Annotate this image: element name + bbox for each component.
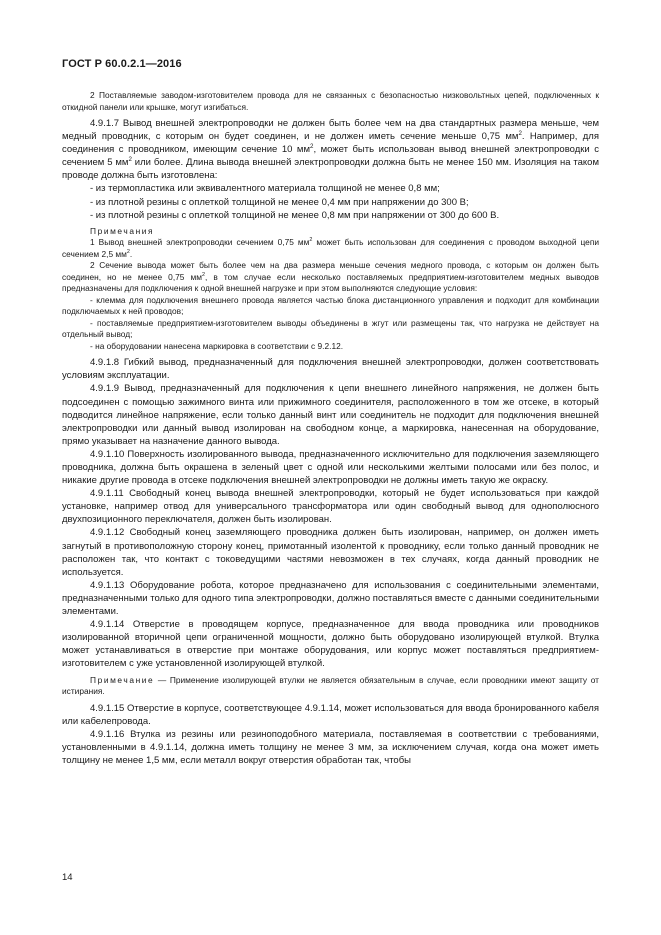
list-item: - на оборудовании нанесена маркировка в соответствии с 9.2.12.	[90, 340, 344, 351]
superscript: 2	[201, 271, 205, 278]
list-item: - поставляемые предприятием-изготовителем выводы объединены в жгут или размещены так, что нагрузка не действует на отдельный вывод;	[62, 317, 599, 340]
superscript: 2	[309, 237, 313, 244]
note-paragraph: 2 Поставляемые заводом-изготовителем провода для не связанных с безопасностью низковольтных цепей, подключенных к откидной панели или крышке, могут изгибаться.	[62, 90, 599, 112]
clause-4-9-1-15: 4.9.1.15 Отверстие в корпусе, соответствующее 4.9.1.14, может использоваться для ввода бронированного кабеля или кабелепровода.	[62, 702, 599, 727]
clause-4-9-1-14: 4.9.1.14 Отверстие в проводящем корпусе, предназначенное для ввода проводника или проводников изолированной вторичной цепи ограниченной мощности, должно быть оборудовано изолирующей втулкой. Втулка может устанавливаться в отверстие при монтаже оборудования, или корпус может поставляться предприятием-изготовителем с уже установленной изолирующей втулкой.	[62, 619, 599, 670]
superscript: 2	[310, 143, 314, 151]
list-item: - клемма для подключения внешнего провода является частью блока дистанционного управления и подходит для комбинации подключаемых к ней проводов;	[62, 294, 599, 317]
superscript: 2	[128, 156, 132, 164]
clause-4-9-1-10: 4.9.1.10 Поверхность изолированного вывода, предназначенного исключительно для подключения заземляющего проводника, должна быть окрашена в зеленый цвет с одной или несколькими желтыми полосами или без полос, и никакие другие провода в отсеке подключения внешней электропроводки не должны иметь такую же окраску.	[62, 448, 599, 487]
clause-4-9-1-12: 4.9.1.12 Свободный конец заземляющего проводника должен быть изолирован, например, он должен иметь загнутый в противоположную сторону конец, примотанный изолентой к проводнику, если только данный проводник не расположен так, что контакт с токоведущими частями невозможен в тех случаях, когда данный проводник не используется.	[62, 527, 599, 578]
list-item: - из плотной резины с оплеткой толщиной не менее 0,4 мм при напряжении до 300 В;	[90, 196, 469, 208]
note-paragraph: 1 Вывод внешней электропроводки сечением 0,75 $мм^2$ может быть использован для соединения с проводом выходной цепи сечением 2,5 $мм^2$.	[62, 237, 599, 259]
superscript: 2	[126, 248, 130, 255]
superscript: 2	[518, 129, 522, 137]
list-item: - из термопластика или эквивалентного материала толщиной не менее 0,8 мм;	[90, 183, 440, 195]
clause-4-9-1-9: 4.9.1.9 Вывод, предназначенный для подключения к цепи внешнего линейного напряжения, не должен быть подсоединен с помощью зажимного винта или прижимного соединителя, расположенного в том же отсеке, в который подводится линейное напряжение, если только данный винт или соединитель не подходит для подключения внешней электропроводки или данный вывод изолирован на свободном конце, а маркировка, нанесенная на оборудование, прямо указывает на назначение данного вывода.	[62, 383, 599, 447]
note-paragraph: Примечание — Применение изолирующей втулки не является обязательным в случае, если проводники имеют защиту от истирания.	[62, 674, 599, 696]
note-paragraph: 2 Сечение вывода может быть более чем на два размера меньше сечения медного провода, с которым он должен быть соединен, но не менее 0,75 $мм^2$, в том случае если несколько поставляемых предприятием-изготовителем медных выводов предназначены для подключения к одной внешней нагрузке и при этом выполняются следующие условия:	[62, 260, 599, 294]
clause-4-9-1-16: 4.9.1.16 Втулка из резины или резиноподобного материала, поставляемая в соответствии с требованиями, установленными в 4.9.1.14, должна иметь толщину не менее 3 мм, за исключением случая, когда она может иметь толщину не менее 1,5 мм, если металл вокруг отверстия обработан так, чтобы	[62, 728, 599, 766]
clause-4-9-1-7: 4.9.1.7 Вывод внешней электропроводки не должен быть более чем на два стандартных размера меньше, чем медный проводник, с которым он будет соединен, и не должен иметь сечение меньше 0,75 $мм^2$. Например, для соединения с проводником, имеющим сечение 10 $мм^2$, может быть использован вывод внешней электропроводки с сечением 5 $мм^2$ или более. Длина вывода внешней электропроводки должна быть не менее 150 мм. Изоляция на таком проводе должна быть изготовлена:	[62, 118, 599, 182]
page-number: 14	[62, 872, 73, 883]
notes-heading: Примечания	[90, 225, 155, 236]
clause-4-9-1-13: 4.9.1.13 Оборудование робота, которое предназначено для использования с соединительными элементами, предназначенными только для одного типа электропроводки, должно поставляться вместе с данными соединительными элементами.	[62, 579, 599, 618]
clause-4-9-1-8: 4.9.1.8 Гибкий вывод, предназначенный для подключения внешней электропроводки, должен соответствовать условиям эксплуатации.	[62, 357, 599, 382]
list-item: - из плотной резины с оплеткой толщиной не менее 0,8 мм при напряжении от 300 до 600 В.	[90, 209, 500, 221]
note-heading: Примечание	[90, 674, 155, 685]
document-body	[62, 90, 599, 767]
document-header: ГОСТ Р 60.0.2.1—2016	[62, 58, 182, 70]
clause-4-9-1-11: 4.9.1.11 Свободный конец вывода внешней электропроводки, который не будет использоваться при каждой установке, например отвод для универсального трансформатора или один свободный вывод для однополюсного двухпозиционного переключателя, должен быть изолирован.	[62, 488, 599, 526]
